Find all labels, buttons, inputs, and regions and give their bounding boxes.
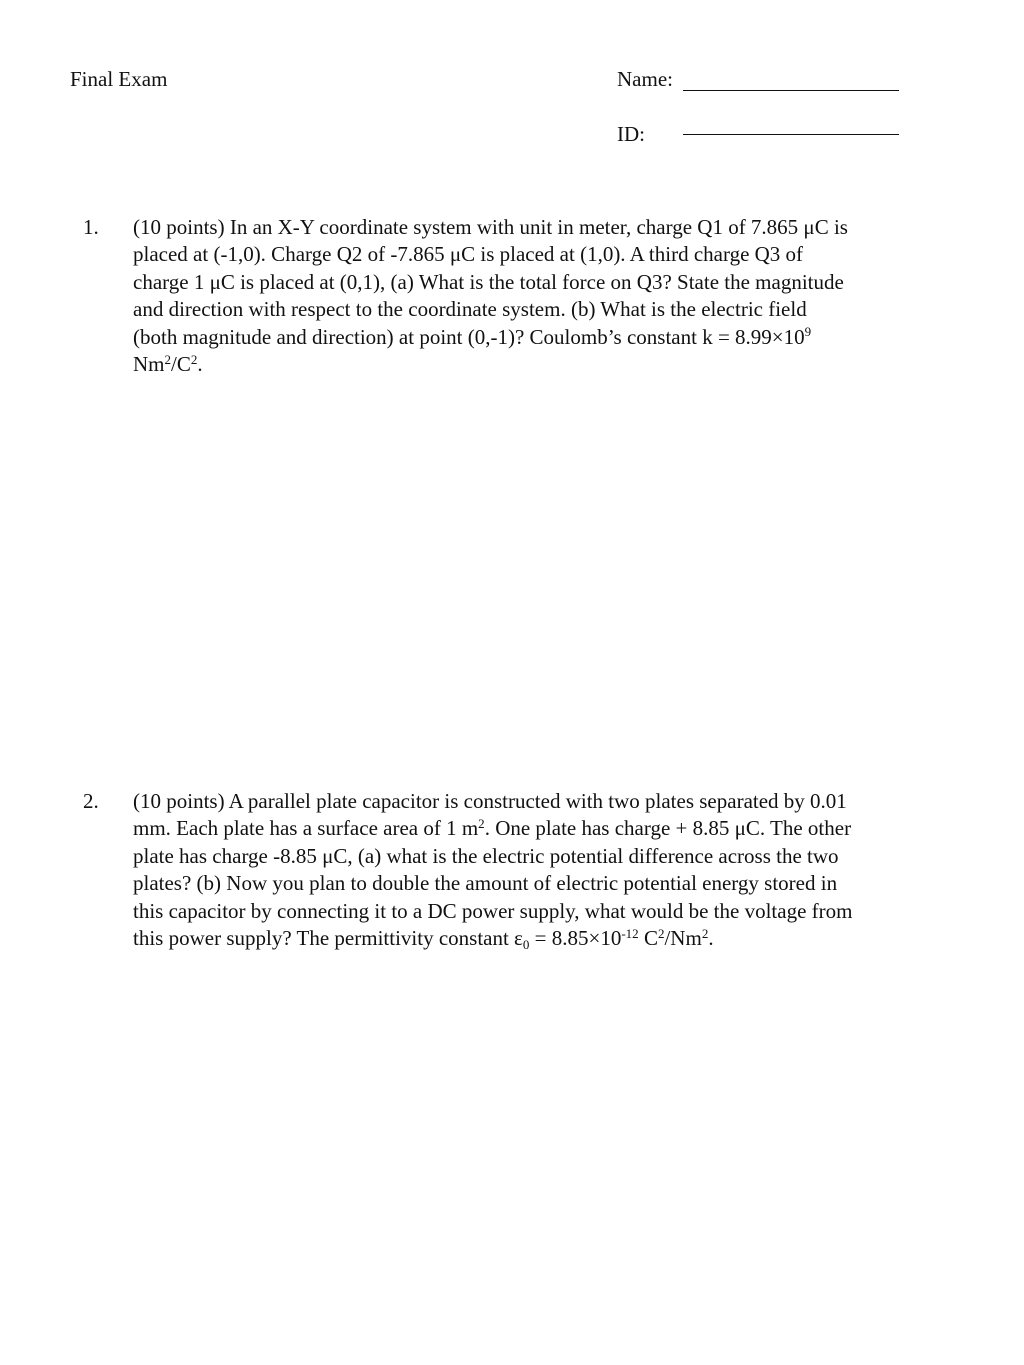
superscript: 2 [701, 925, 709, 941]
superscript: 2 [657, 925, 665, 941]
question-line: charge 1 μC is placed at (0,1), (a) What is the total force on Q3? State the magnitude [133, 269, 844, 294]
text-run: mm. Each plate has a surface area of 1 m [133, 816, 479, 841]
question-line [133, 324, 923, 351]
subscript: 0 [522, 936, 530, 952]
superscript: 2 [164, 351, 172, 367]
question-line: (10 points) In an X-Y coordinate system with unit in meter, charge Q1 of 7.865 μC is [133, 215, 848, 239]
text-run: /C [171, 352, 191, 377]
text-run: . One plate has charge + 8.85 μC. The other [484, 816, 852, 841]
question-line [133, 351, 923, 378]
text-run: this power supply? The permittivity constant ε [133, 926, 523, 951]
id-label: ID: [617, 122, 645, 146]
question-text [133, 214, 923, 378]
question-line [133, 815, 923, 842]
superscript: 9 [804, 324, 812, 340]
text-run: . [197, 352, 203, 377]
text-run: . [708, 926, 714, 951]
superscript: -12 [621, 925, 639, 941]
text-run: = 8.85×10 [529, 926, 622, 951]
question-line: this capacitor by connecting it to a DC power supply, what would be the voltage from [133, 898, 853, 923]
question-1 [83, 214, 923, 378]
text-run: C [638, 926, 658, 951]
question-line: (10 points) A parallel plate capacitor is constructed with two plates separated by 0.01 [133, 789, 847, 813]
text-run: (both magnitude and direction) at point (0,-1)? Coulomb’s constant k = 8.99×10 [133, 324, 805, 349]
question-line: and direction with respect to the coordinate system. (b) What is the electric field [133, 297, 807, 322]
superscript: 2 [478, 816, 485, 832]
name-blank-line [683, 90, 899, 91]
id-blank-line [683, 134, 899, 135]
question-line: placed at (-1,0). Charge Q2 of -7.865 μC is placed at (1,0). A third charge Q3 of [133, 242, 804, 267]
question-line: plates? (b) Now you plan to double the amount of electric potential energy stored in [133, 871, 838, 896]
superscript: 2 [190, 351, 198, 367]
question-number: 1. [83, 215, 99, 239]
text-run: /Nm [664, 926, 702, 951]
question-line: plate has charge -8.85 μC, (a) what is the electric potential difference across the two [133, 843, 839, 868]
text-run: Nm [133, 352, 165, 377]
name-label: Name: [617, 67, 673, 91]
exam-title: Final Exam [70, 67, 168, 91]
question-number: 2. [83, 789, 99, 813]
question-2 [83, 788, 923, 952]
question-text [133, 788, 923, 952]
question-line [133, 925, 923, 952]
